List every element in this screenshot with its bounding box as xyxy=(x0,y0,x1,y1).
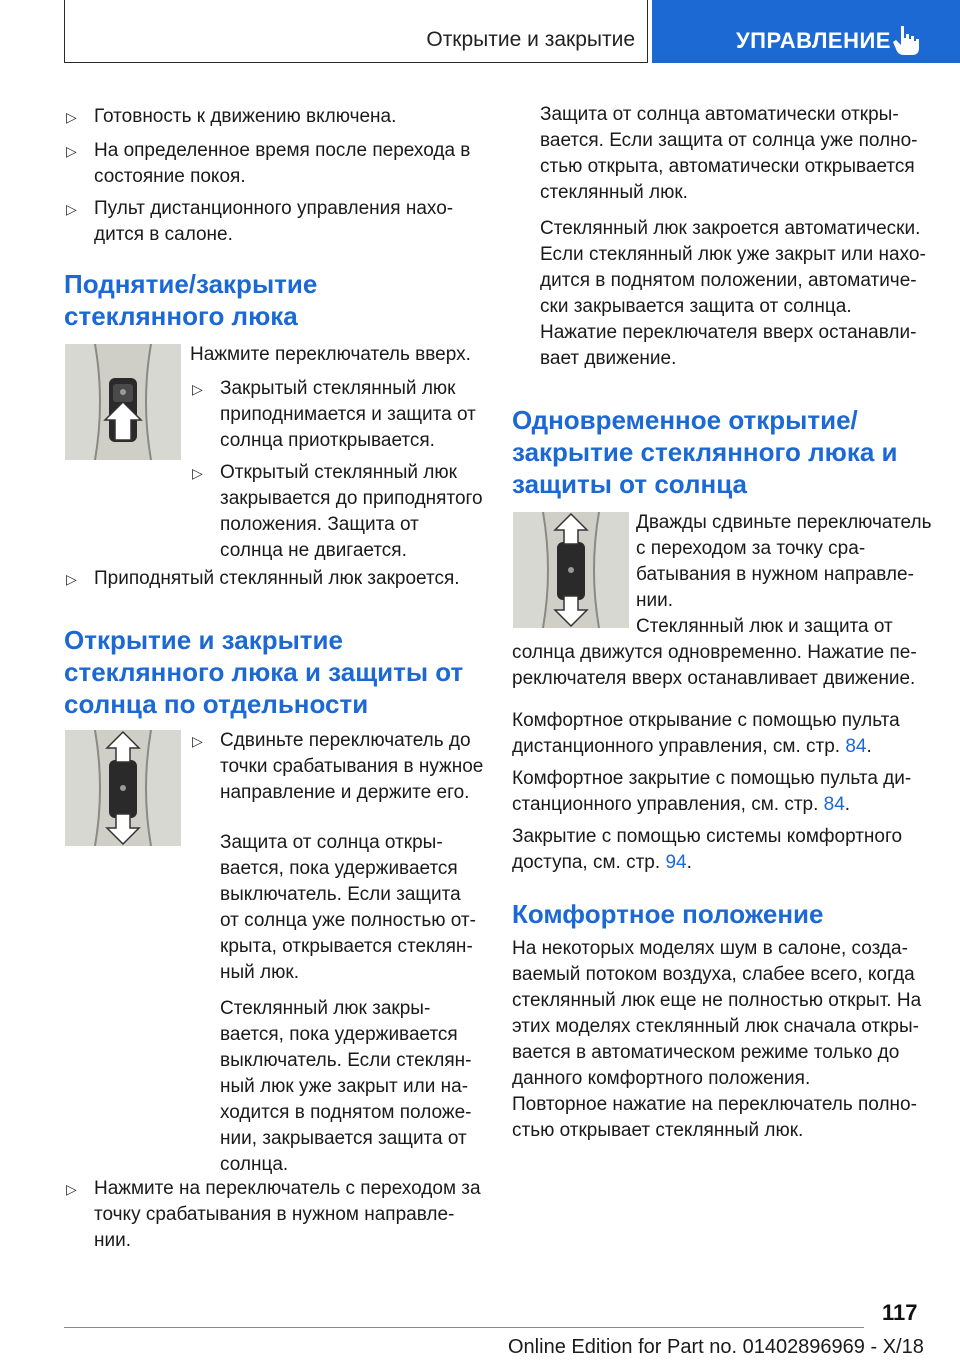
paragraph: Стеклянный люк закрывается, пока удерживается выключатель. Если стеклянный люк уже закрыт или находится в поднятом положении, закрывается защита от солнца. xyxy=(220,998,472,1175)
comfort-close-text: Комфортное закрытие с помощью пульта дистанционного управления, см. стр. xyxy=(512,768,912,815)
bullet-text: Пульт дистанционного управления находится в салоне. xyxy=(94,198,454,245)
bullet-text: Сдвиньте переключатель до точки срабатывания в нужное направление и держите его. xyxy=(220,730,484,803)
switch-photo-simultaneous xyxy=(513,512,629,628)
bullet-triangle-icon: ▷ xyxy=(66,1181,77,1197)
switch-photo-raise xyxy=(65,344,181,460)
comfort-open-text: Комфортное открывание с помощью пульта дистанционного управления, см. стр. xyxy=(512,710,900,757)
paragraph: Защита от солнца открывается, пока удерживается выключатель. Если защита от солнца уже полностью открыта, открывается стеклянный люк. xyxy=(220,832,476,983)
heading-simultaneous: Одновременное открытие/ закрытие стеклянного люка и защиты от солнца xyxy=(512,405,898,499)
footer-edition: Online Edition for Part no. 01402896969 - X/18 xyxy=(508,1336,924,1358)
bullet-text: На определенное время после перехода в состояние покоя. xyxy=(94,140,471,187)
paragraph-comfort-close: Комфортное закрытие с помощью пульта дистанционного управления, см. стр. 84. xyxy=(512,768,912,815)
footer-divider xyxy=(64,1327,864,1328)
heading-raise-close: Поднятие/закрытие стеклянного люка xyxy=(64,269,318,331)
page-header xyxy=(0,0,960,66)
bullet-text: Нажмите на переключатель с переходом за точку срабатывания в нужном направлении. xyxy=(94,1178,481,1251)
heading-separate: Открытие и закрытие стеклянного люка и защиты от солнца по отдельности xyxy=(64,625,464,719)
paragraph: Повторное нажатие на переключатель полностью открывает стеклянный люк. xyxy=(512,1094,917,1141)
page-link[interactable]: 84 xyxy=(823,794,845,815)
switch-photo-separate xyxy=(65,730,181,846)
chapter-header-box xyxy=(652,0,960,63)
paragraph: Стеклянный люк закроется автоматически. Если стеклянный люк уже закрыт или находится в поднятом положении, автоматически закрывается защита от солнца. xyxy=(540,218,926,317)
bullet-text: Готовность к движению включена. xyxy=(94,106,397,127)
section-title: Открытие и закрытие xyxy=(426,28,635,51)
bullet-text: Открытый стеклянный люк закрывается до приподнятого положения. Защита от солнца не двигается. xyxy=(220,462,483,561)
bullet-triangle-icon: ▷ xyxy=(192,733,203,749)
bullet-triangle-icon: ▷ xyxy=(66,143,77,159)
hand-pointer-icon xyxy=(892,24,920,56)
paragraph-line: Стеклянный люк и защита от xyxy=(636,616,893,637)
bullet-triangle-icon: ▷ xyxy=(192,465,203,481)
raise-lead-text: Нажмите переключатель вверх. xyxy=(190,344,471,365)
paragraph: Нажатие переключателя вверх останавливает движение. xyxy=(540,322,917,369)
bullet-triangle-icon: ▷ xyxy=(66,109,77,125)
paragraph-comfort-access: Закрытие с помощью системы комфортного доступа, см. стр. 94. xyxy=(512,826,903,873)
paragraph: солнца движутся одновременно. Нажатие переключателя вверх останавливает движение. xyxy=(512,642,917,689)
section-header-box xyxy=(64,0,648,63)
paragraph: Дважды сдвиньте переключатель с переходом за точку срабатывания в нужном направлении. xyxy=(636,512,932,611)
paragraph: На некоторых моделях шум в салоне, создаваемый потоком воздуха, слабее всего, когда стеклянный люк еще не полностью открыт. На этих моделях стеклянный люк сначала открывается в автоматическом режиме только до данного комфортного положения. xyxy=(512,938,922,1089)
comfort-access-text: Закрытие с помощью системы комфортного доступа, см. стр. xyxy=(512,826,903,873)
paragraph-comfort-open: Комфортное открывание с помощью пульта дистанционного управления, см. стр. 84. xyxy=(512,710,900,757)
bullet-text: Закрытый стеклянный люк приподнимается и защита от солнца приоткрывается. xyxy=(220,378,476,451)
chapter-title: УПРАВЛЕНИЕ xyxy=(736,28,891,53)
heading-comfort-position: Комфортное положение xyxy=(512,899,824,929)
page-link[interactable]: 84 xyxy=(845,736,867,757)
paragraph: Защита от солнца автоматически открывается. Если защита от солнца уже полностью открыта, автоматически открывается стеклянный люк. xyxy=(540,104,918,203)
page-number: 117 xyxy=(882,1300,918,1325)
bullet-triangle-icon: ▷ xyxy=(66,571,77,587)
page-link[interactable]: 94 xyxy=(665,852,687,873)
bullet-triangle-icon: ▷ xyxy=(192,381,203,397)
bullet-triangle-icon: ▷ xyxy=(66,201,77,217)
bullet-text: Приподнятый стеклянный люк закроется. xyxy=(94,568,460,589)
